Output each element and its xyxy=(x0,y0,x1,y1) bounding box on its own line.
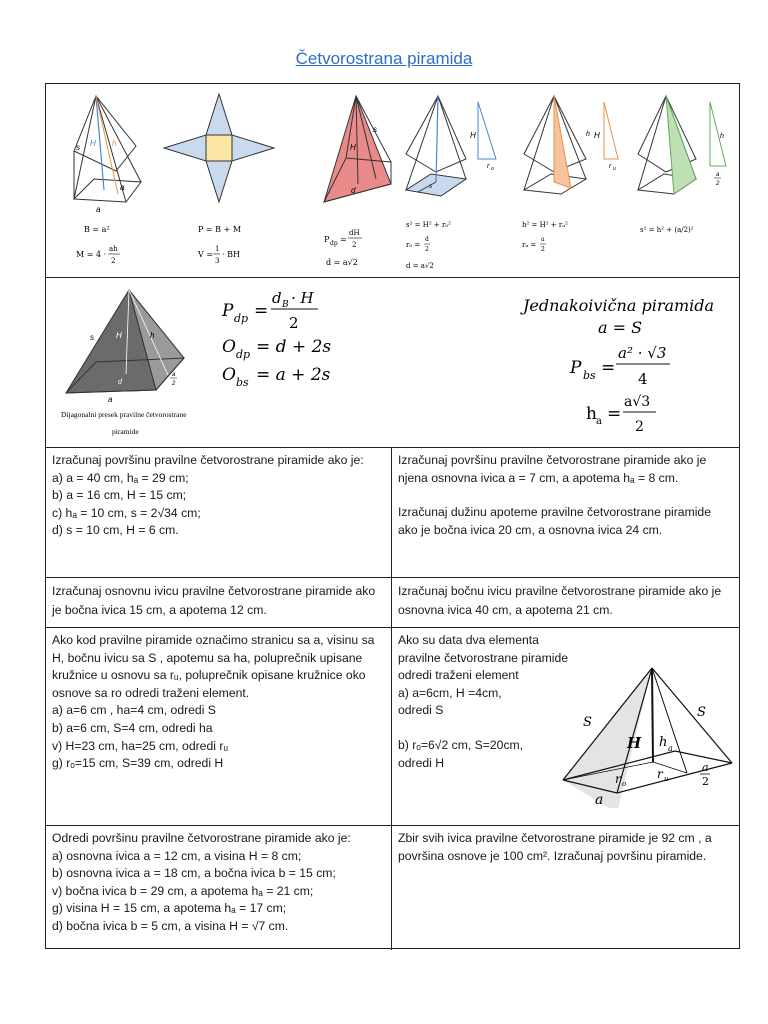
fig2-formula-v-num: 1 xyxy=(215,245,220,253)
figure-pyramid-net xyxy=(164,94,274,265)
task-4-text: Izračunaj bočnu ivicu pravilne četvorostrane piramide ako je osnovna ivica 40 cm, a apotema 21 cm. xyxy=(398,584,722,617)
task-6-fig-ro-sub: o xyxy=(622,780,627,788)
fig1-label-ha: h xyxy=(112,139,117,148)
task-1-a: a) a = 40 cm, hₐ = 29 cm; xyxy=(52,470,189,485)
formula-p-dp-den: 2 xyxy=(289,314,299,332)
task-6-cell xyxy=(392,628,739,825)
fig1-label-s: s xyxy=(76,143,80,152)
fig4-label-r: r xyxy=(487,163,490,170)
fig1-formula-m-den: 2 xyxy=(111,257,116,265)
row-tasks-2 xyxy=(46,577,739,627)
fig5-label-r: r xyxy=(609,163,612,170)
task-5-d: g) rₒ=15 cm, S=39 cm, odredi H xyxy=(52,756,224,771)
fig3-formula-p: P xyxy=(324,235,330,244)
fig4-formula-1: s² = H² + r₀² xyxy=(406,221,451,229)
task-8-text: Zbir svih ivica pravilne četvorostrane piramide je 92 cm , a površina osnove je 100 cm². Izračunaj površinu piramide. xyxy=(398,831,712,863)
fig2-formula-p: P = B + M xyxy=(198,225,242,234)
task-6-intro: Ako su data dva elementa pravilne četvorostrane piramide odredi traženi element xyxy=(398,633,569,683)
fig3-formula-d: d = a√2 xyxy=(326,258,358,267)
figure-pyramid-radius-u xyxy=(522,96,618,253)
equilateral-title: Jednakoivična piramida xyxy=(523,296,715,315)
task-6-fig-ru: r xyxy=(657,767,663,781)
task-6-b2: odredi H xyxy=(398,755,445,770)
task-3-text: Izračunaj osnovnu ivicu pravilne četvorostrane piramide ako je bočna ivica 15 cm, a apotema 12 cm. xyxy=(52,584,376,617)
task-5-intro: Ako kod pravilne piramide označimo stranicu sa a, visinu sa H, bočnu ivicu sa S , apotemu sa ha, poluprečnik upisane kružnice u osnovu sa rᵤ, poluprečnik opisane kružnice oko osnove sa ro odredi traženi element. xyxy=(52,633,375,700)
task-7-e: d) bočna ivica b = 5 cm, a visina H = √7 cm. xyxy=(52,918,289,933)
task-7-a: a) osnovna ivica a = 12 cm, a visina H = 8 cm; xyxy=(52,848,302,863)
diagonal-section-area xyxy=(46,278,739,448)
fig5-label-h2: h xyxy=(586,131,590,138)
diag-label-a: a xyxy=(108,395,113,404)
formula-ha: h xyxy=(586,404,597,424)
fig4-label-r-sub: o xyxy=(491,166,494,172)
fig5-formula-1: h² = H² + rᵤ² xyxy=(522,221,568,229)
formula-p-bs: P xyxy=(570,358,582,378)
task-6-pyramid-figure xyxy=(557,658,747,808)
fig2-formula-v-den: 3 xyxy=(215,257,220,265)
formula-p-dp-sub: dp xyxy=(234,312,249,325)
diag-caption-line1: Dijagonalni presek pravilne četvorostrane xyxy=(61,410,187,419)
task-6-fig-s-left: S xyxy=(583,715,592,730)
fig5-label-r-sub: u xyxy=(613,166,616,172)
fig3-formula-p-eq: = xyxy=(340,235,347,244)
row-figures xyxy=(46,84,739,277)
diag-label-a2-num: a xyxy=(172,372,176,378)
task-3-cell xyxy=(46,578,392,627)
fig5-formula-2: rᵤ = xyxy=(522,241,537,249)
formula-ha-den: 2 xyxy=(635,419,644,435)
fig6-label-a-num: a xyxy=(716,172,720,178)
task-1-cell xyxy=(46,448,392,577)
formula-ha-sub: a xyxy=(596,416,602,427)
fig5-formula-2-den: 2 xyxy=(541,246,545,253)
worksheet-table xyxy=(45,83,740,949)
task-6-fig-ro: r xyxy=(615,772,621,786)
task-6-a1: a) a=6cm, H =4cm, xyxy=(398,685,502,700)
task-6-fig-ha: h xyxy=(659,735,668,750)
formula-p-dp: P xyxy=(222,301,234,321)
task-8-cell xyxy=(392,826,739,950)
formula-p-dp-num-sub: B xyxy=(282,300,289,310)
formula-p-bs-eq: = xyxy=(601,358,616,378)
task-6-fig-s-right: S xyxy=(697,705,706,720)
task-7-d: g) visina H = 15 cm, a apotema hₐ = 17 cm; xyxy=(52,901,287,916)
task-1-d: d) s = 10 cm, H = 6 cm. xyxy=(52,523,179,538)
task-6-fig-ha-sub: a xyxy=(668,744,673,753)
formula-p-bs-sub: bs xyxy=(583,369,596,382)
fig1-formula-m-num: ah xyxy=(109,245,118,253)
fig5-formula-2-num: a xyxy=(541,236,545,243)
task-2-line2: Izračunaj dužinu apoteme pravilne četvorostrane piramide ako je bočna ivica 20 cm, a osnovna ivica 24 cm. xyxy=(398,505,711,537)
fig1-label-a-side: a xyxy=(120,183,125,192)
pyramid-figures-strip xyxy=(46,84,739,277)
fig4-formula-2-den: 2 xyxy=(425,246,429,253)
figure-pyramid-basic xyxy=(74,96,141,265)
fig4-label-h: H xyxy=(470,131,476,140)
task-6-fig-a2-num: a xyxy=(702,761,709,774)
task-1-b: b) a = 16 cm, H = 15 cm; xyxy=(52,488,187,503)
diag-label-s: s xyxy=(90,333,94,342)
task-6-b1: b) rₒ=6√2 cm, S=20cm, xyxy=(398,737,524,752)
fig1-formula-m: M = 4 · xyxy=(76,250,107,259)
figure-pyramid-diagonal xyxy=(324,96,391,267)
diag-caption-line2: piramide xyxy=(112,427,139,436)
fig3-formula-p-num: dH xyxy=(349,229,360,237)
page-title[interactable]: Četvorostrana piramida xyxy=(295,49,473,68)
fig3-formula-p-den: 2 xyxy=(352,241,357,249)
task-6-fig-a: a xyxy=(595,792,604,808)
figure-pyramid-lateral xyxy=(638,96,726,234)
fig1-formula-base: B = a² xyxy=(84,225,110,234)
fig4-label-s: s xyxy=(429,184,432,190)
figure-pyramid-radius-o xyxy=(406,96,496,270)
fig3-label-h: H xyxy=(350,143,356,152)
formula-p-bs-den: 4 xyxy=(638,370,648,388)
diag-label-d: d xyxy=(118,379,122,386)
diag-label-h-upper: H xyxy=(116,331,122,340)
task-7-intro: Odredi površinu pravilne četvorostrane piramide ako je: xyxy=(52,831,351,845)
task-7-c: v) bočna ivica b = 29 cm, a apotema hₐ = 21 cm; xyxy=(52,883,314,898)
diag-label-a2-den: 2 xyxy=(172,381,176,387)
diagonal-formulas xyxy=(221,289,331,389)
task-5-a: a) a=6 cm , ha=4 cm, odredi S xyxy=(52,703,216,718)
fig5-label-h: H xyxy=(594,131,600,140)
task-1-c: c) hₐ = 10 cm, s = 2√34 cm; xyxy=(52,505,201,520)
row-diagonal-section xyxy=(46,277,739,447)
formula-p-dp-num-d: d xyxy=(272,289,282,307)
formula-o-bs-rest: = a + 2s xyxy=(256,365,331,385)
task-6-a2: odredi S xyxy=(398,703,444,718)
fig3-label-d: d xyxy=(351,186,356,195)
formula-o-dp: O xyxy=(222,337,236,357)
fig6-label-a-den: 2 xyxy=(716,181,720,187)
figure-diagonal-section xyxy=(61,290,187,436)
row-tasks-4 xyxy=(46,825,739,950)
task-5-c: v) H=23 cm, ha=25 cm, odredi rᵤ xyxy=(52,738,229,753)
formula-o-bs-sub: bs xyxy=(236,376,249,389)
task-6-fig-h: H xyxy=(627,734,642,752)
fig6-label-h: h xyxy=(720,133,724,140)
fig2-formula-v: V = xyxy=(198,250,214,259)
task-7-cell xyxy=(46,826,392,950)
task-2-line1: Izračunaj površinu pravilne četvorostrane piramide ako je njena osnovna ivica a = 7 cm, a apotema hₐ = 8 cm. xyxy=(398,453,707,485)
fig6-formula-1: s² = h² + (a/2)² xyxy=(640,226,694,234)
formula-ha-eq: = xyxy=(607,404,622,424)
fig4-formula-2-num: d xyxy=(425,236,429,243)
fig1-label-h: H xyxy=(90,139,96,148)
fig4-formula-3: d = a√2 xyxy=(406,262,434,270)
task-1-intro: Izračunaj površinu pravilne četvorostrane piramide ako je: xyxy=(52,453,364,467)
formula-p-dp-num-rest: · H xyxy=(291,289,314,307)
diag-label-h: h xyxy=(150,331,155,340)
formula-ha-num: a√3 xyxy=(624,394,651,410)
formula-o-dp-sub: dp xyxy=(236,348,251,361)
task-6-fig-a2-den: 2 xyxy=(702,775,709,788)
task-6-fig-ru-sub: u xyxy=(664,775,669,783)
task-5-b: b) a=6 cm, S=4 cm, odredi ha xyxy=(52,720,213,735)
task-7-b: b) osnovna ivica a = 18 cm, a bočna ivica b = 15 cm; xyxy=(52,866,336,881)
fig1-label-a: a xyxy=(96,205,101,214)
task-4-cell xyxy=(392,578,739,627)
formula-p-bs-num: a² · √3 xyxy=(618,344,667,362)
fig3-formula-p-sub: dp xyxy=(330,240,338,247)
equilateral-eq1: a = S xyxy=(598,318,643,337)
task-5-cell xyxy=(46,628,392,825)
formula-o-bs: O xyxy=(222,365,236,385)
task-2-cell xyxy=(392,448,739,577)
row-tasks-3 xyxy=(46,627,739,825)
formula-p-dp-eq: = xyxy=(254,301,269,321)
equilateral-pyramid-formulas xyxy=(520,296,714,435)
fig2-formula-v-right: · BH xyxy=(222,250,240,259)
fig3-label-s: s xyxy=(373,125,377,134)
formula-o-dp-rest: = d + 2s xyxy=(256,337,332,357)
row-tasks-1 xyxy=(46,447,739,577)
fig4-formula-2: r₀ = xyxy=(406,241,421,249)
